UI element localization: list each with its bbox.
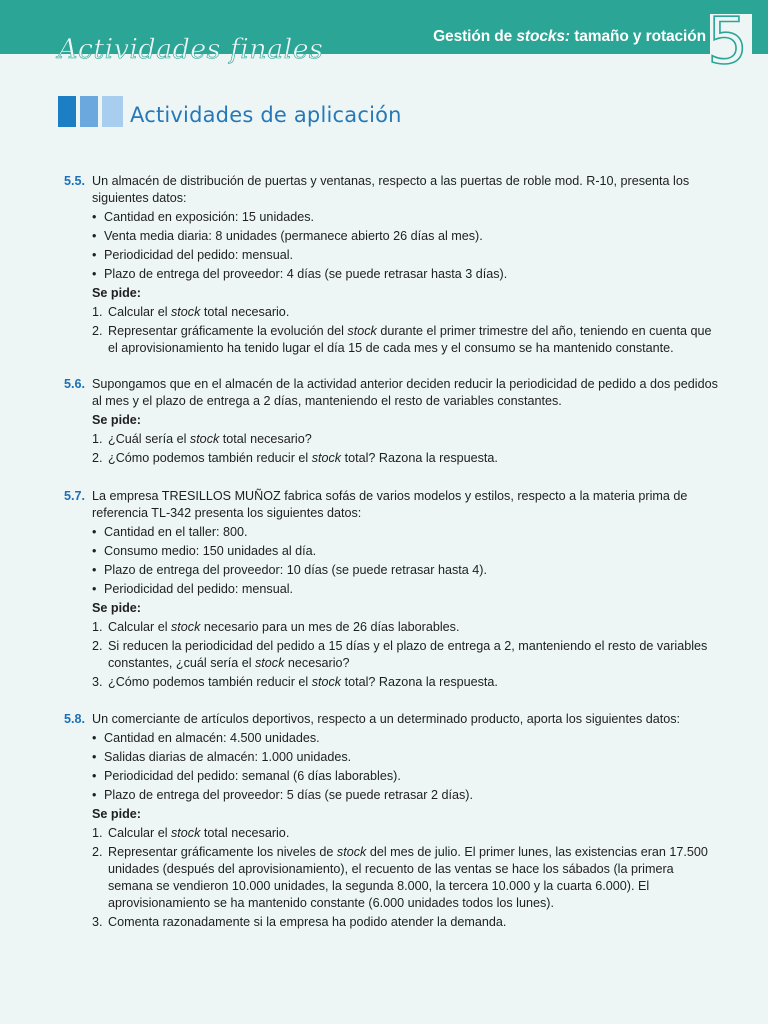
exercise-5-5 [64, 173, 720, 357]
task-item: 1. Calcular el stock total necesario. [92, 826, 290, 840]
task-item: 3. Comenta razonadamente si la empresa ha podido atender la demanda. [92, 915, 507, 929]
task-list [92, 619, 720, 691]
list-item: • Periodicidad del pedido: mensual. [92, 247, 720, 264]
list-item: • Plazo de entrega del proveedor: 10 días (se puede retrasar hasta 4). [92, 562, 720, 579]
exercise-statement: Un almacén de distribución de puertas y ventanas, respecto a las puertas de roble mod. R-10, presenta los siguientes datos: [92, 174, 690, 205]
list-item: • Cantidad en el taller: 800. [92, 524, 720, 541]
se-pide-label: Se pide: [92, 601, 141, 615]
exercise-5-6 [64, 376, 720, 467]
task-item: 2. ¿Cómo podemos también reducir el stock total? Razona la respuesta. [92, 451, 498, 465]
task-list [92, 431, 720, 467]
se-pide-label: Se pide: [92, 413, 141, 427]
list-item: • Periodicidad del pedido: mensual. [92, 581, 720, 598]
list-item: • Cantidad en almacén: 4.500 unidades. [92, 730, 720, 747]
task-item: 2. Representar gráficamente los niveles de stock del mes de julio. El primer lunes, las existencias eran 17.500 unidades (después del aprovisionamiento), el recuento de las ventas se hace los sábados (la primera semana se vendieron 10.000 unidades, la segunda 8.000, la tercera 10.000 y la cuarta 6.000). El aprovisionamiento se ha mantenido constante (6.000 unidades todos los lunes). [92, 845, 708, 910]
list-item: • Periodicidad del pedido: semanal (6 días laborables). [92, 768, 720, 785]
se-pide-label: Se pide: [92, 286, 141, 300]
data-list [92, 209, 720, 283]
chapter-title: Gestión de stocks: tamaño y rotación [433, 28, 706, 45]
list-item: • Plazo de entrega del proveedor: 4 días (se puede retrasar hasta 3 días). [92, 266, 720, 283]
exercise-number: 5.7. [64, 489, 86, 503]
exercise-5-8 [64, 711, 720, 931]
task-item: 2. Representar gráficamente la evolución del stock durante el primer trimestre del año, teniendo en cuenta que el aprovisionamiento ha tenido lugar el día 15 de cada mes y el consumo se ha mantenido constante. [92, 324, 712, 355]
task-item: 1. Calcular el stock necesario para un mes de 26 días laborables. [92, 620, 460, 634]
list-item: • Salidas diarias de almacén: 1.000 unidades. [92, 749, 720, 766]
data-list [92, 524, 720, 598]
exercise-5-7 [64, 488, 720, 691]
list-item: • Cantidad en exposición: 15 unidades. [92, 209, 720, 226]
se-pide-label: Se pide: [92, 807, 141, 821]
task-item: 1. ¿Cuál sería el stock total necesario? [92, 432, 312, 446]
section-script-title: Actividades finales [58, 34, 324, 65]
task-item: 1. Calcular el stock total necesario. [92, 305, 290, 319]
exercise-statement: La empresa TRESILLOS MUÑOZ fabrica sofás de varios modelos y estilos, respecto a la materia prima de referencia TL-342 presenta los siguientes datos: [92, 489, 688, 520]
task-item: 2. Si reducen la periodicidad del pedido a 15 días y el plazo de entrega a 2, manteniendo el resto de variables constantes, ¿cuál sería el stock necesario? [92, 639, 708, 670]
data-list [92, 730, 720, 804]
exercise-number: 5.8. [64, 712, 86, 726]
exercise-statement: Supongamos que en el almacén de la actividad anterior deciden reducir la periodicidad de pedido a dos pedidos al mes y el plazo de entrega a 2 días, manteniendo el resto de variables constantes. [92, 377, 718, 408]
chapter-number: 5 [707, 5, 748, 79]
list-item: • Plazo de entrega del proveedor: 5 días (se puede retrasar 2 días). [92, 787, 720, 804]
list-item: • Consumo medio: 150 unidades al día. [92, 543, 720, 560]
list-item: • Venta media diaria: 8 unidades (permanece abierto 26 días al mes). [92, 228, 720, 245]
task-list [92, 825, 720, 931]
exercise-number: 5.5. [64, 174, 86, 188]
exercise-number: 5.6. [64, 377, 86, 391]
task-item: 3. ¿Cómo podemos también reducir el stock total? Razona la respuesta. [92, 675, 498, 689]
task-list [92, 304, 720, 357]
page-heading: Actividades de aplicación [130, 103, 402, 127]
exercise-statement: Un comerciante de artículos deportivos, respecto a un determinado producto, aporta los siguientes datos: [92, 712, 681, 726]
